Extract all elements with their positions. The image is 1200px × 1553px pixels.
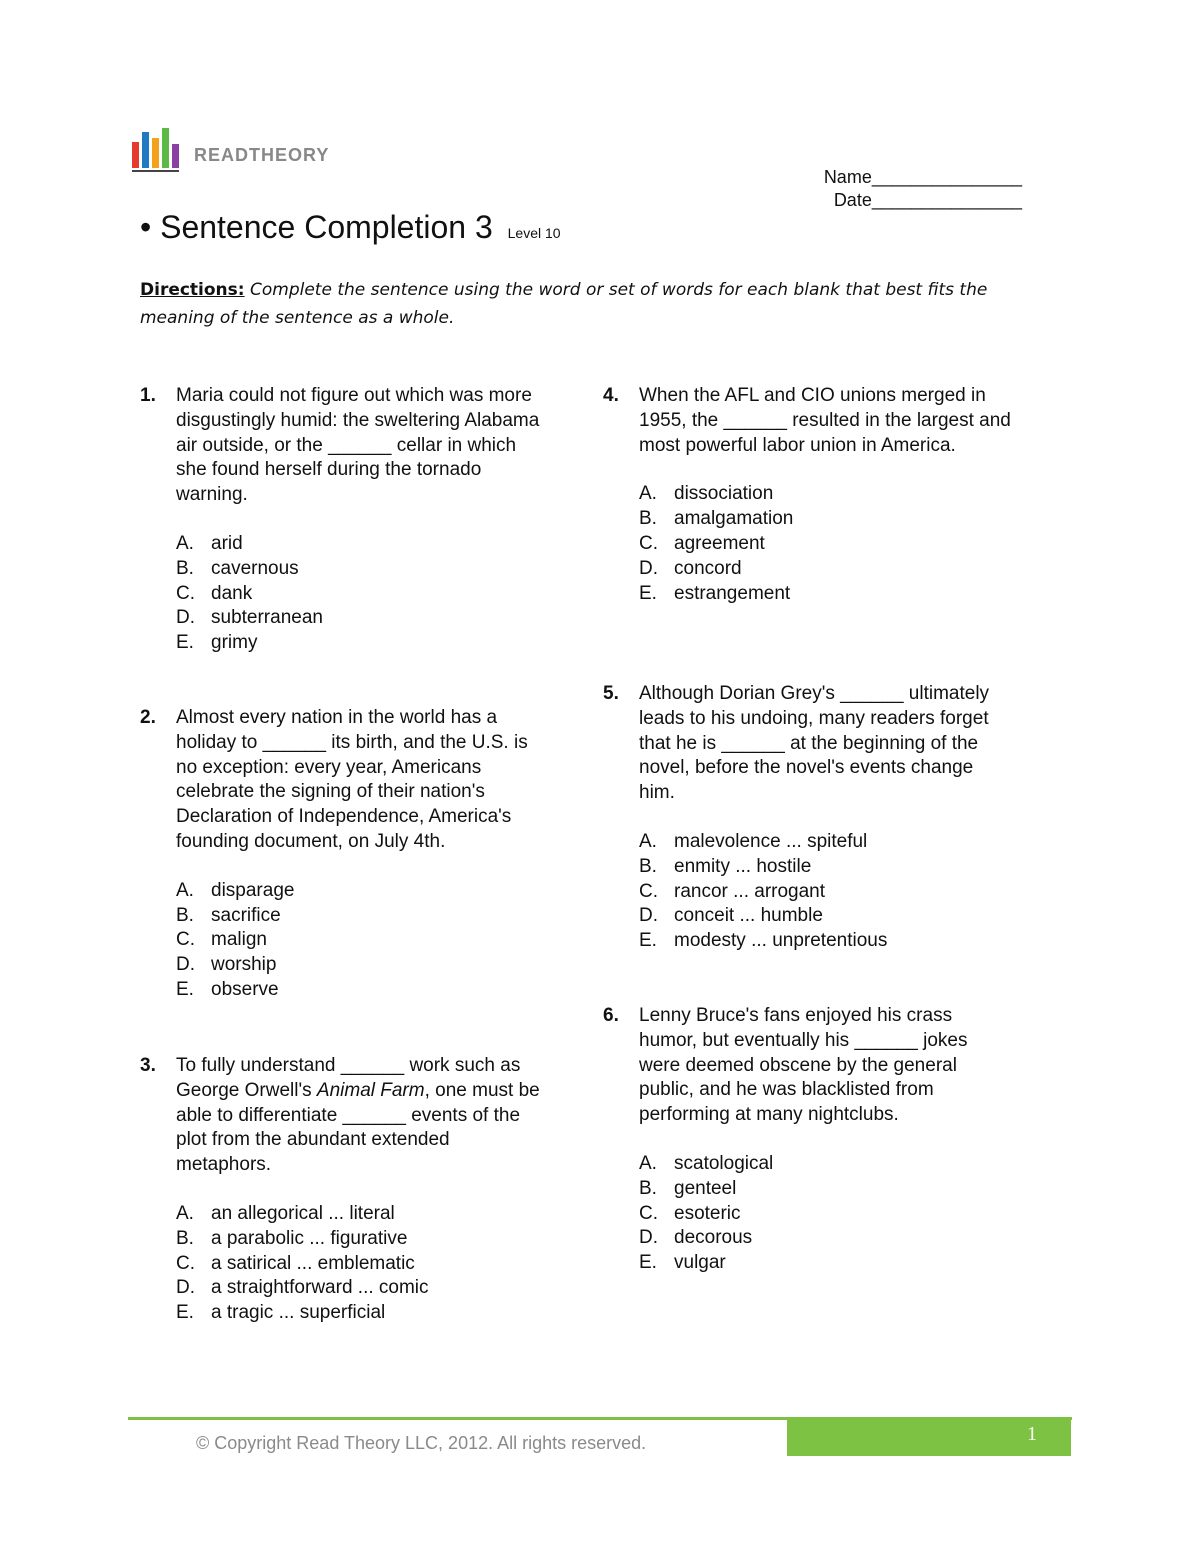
- option-letter: D.: [176, 1277, 195, 1299]
- book-title: Animal Farm: [316, 1079, 425, 1101]
- option-text: a straightforward ... comic: [211, 1277, 429, 1299]
- option-letter: E.: [176, 1302, 194, 1324]
- option-text: subterranean: [211, 607, 323, 629]
- option-d[interactable]: [639, 1226, 1003, 1251]
- option-text: scatological: [674, 1152, 774, 1174]
- option-text: genteel: [674, 1177, 737, 1199]
- question-1: [140, 384, 540, 656]
- question-number: 5.: [603, 683, 619, 704]
- option-text: grimy: [211, 632, 258, 654]
- option-letter: A.: [639, 1152, 657, 1174]
- option-b[interactable]: [639, 1177, 1003, 1202]
- option-text: malevolence ... spiteful: [674, 830, 868, 852]
- option-b[interactable]: [639, 507, 1033, 532]
- option-c[interactable]: [176, 582, 540, 607]
- readtheory-logo: [132, 124, 329, 168]
- option-a[interactable]: [176, 532, 540, 557]
- option-letter: A.: [176, 1202, 194, 1224]
- option-letter: D.: [639, 905, 658, 927]
- question-stem: Maria could not figure out which was more disgustingly humid: the sweltering Alabama air outside, or the ______ cellar in which she found herself during the tornado warning.: [176, 385, 540, 506]
- option-c[interactable]: [639, 1202, 1003, 1227]
- option-text: modesty ... unpretentious: [674, 930, 888, 952]
- option-letter: E.: [639, 1252, 657, 1274]
- option-c[interactable]: [639, 532, 1033, 557]
- question-2: [140, 706, 540, 1003]
- option-a[interactable]: [639, 1152, 1003, 1177]
- date-field[interactable]: Date_______________: [833, 190, 1022, 210]
- directions: [140, 276, 1040, 332]
- answer-options: [176, 879, 540, 1003]
- option-letter: C.: [639, 532, 658, 554]
- option-e[interactable]: [639, 582, 1033, 607]
- option-letter: A.: [639, 483, 657, 505]
- option-letter: C.: [176, 1252, 195, 1274]
- option-letter: C.: [639, 1202, 658, 1224]
- option-e[interactable]: [639, 1251, 1003, 1276]
- option-c[interactable]: [639, 880, 1003, 905]
- option-b[interactable]: [176, 904, 540, 929]
- option-text: a parabolic ... figurative: [211, 1227, 408, 1249]
- question-stem: Although Dorian Grey's ______ ultimately leads to his undoing, many readers forget that he is ______ at the beginning of the novel, before the novel's events change him.: [639, 683, 990, 804]
- answer-options: [176, 1202, 540, 1326]
- option-e[interactable]: [639, 929, 1003, 954]
- option-c[interactable]: [176, 1252, 540, 1277]
- logo-wordmark: [194, 145, 329, 166]
- option-letter: C.: [639, 880, 658, 902]
- option-letter: B.: [176, 904, 194, 926]
- option-text: agreement: [674, 532, 765, 554]
- page-number: 1: [1027, 1423, 1037, 1445]
- option-letter: D.: [176, 607, 195, 629]
- option-text: amalgamation: [674, 508, 794, 530]
- option-text: observe: [211, 978, 279, 1000]
- option-letter: B.: [639, 1177, 657, 1199]
- option-a[interactable]: [639, 830, 1003, 855]
- option-letter: C.: [176, 929, 195, 951]
- question-stem: Lenny Bruce's fans enjoyed his crass humor, but eventually his ______ jokes were deemed obscene by the general public, and he was blacklisted from performing at many nightclubs.: [639, 1005, 968, 1126]
- option-text: estrangement: [674, 582, 791, 604]
- page-title: [140, 207, 561, 253]
- option-c[interactable]: [176, 928, 540, 953]
- question-number: 2.: [140, 707, 156, 728]
- question-3: [140, 1054, 540, 1326]
- option-a[interactable]: [176, 879, 540, 904]
- option-letter: E.: [639, 582, 657, 604]
- option-b[interactable]: [639, 855, 1003, 880]
- option-e[interactable]: [176, 631, 540, 656]
- question-6: [603, 1004, 1003, 1276]
- footer-page-box: [787, 1420, 1071, 1456]
- answer-options: [639, 830, 1003, 954]
- option-text: cavernous: [211, 557, 299, 579]
- option-letter: A.: [176, 532, 194, 554]
- question-4: [603, 384, 1033, 606]
- name-field[interactable]: Name_______________: [823, 167, 1022, 187]
- option-d[interactable]: [639, 904, 1003, 929]
- question-stem: [176, 1054, 540, 1178]
- option-letter: C.: [176, 582, 195, 604]
- option-d[interactable]: [176, 1276, 540, 1301]
- option-e[interactable]: [176, 1301, 540, 1326]
- stem-part: , one must be able to differentiate ______ events of the plot from the abundant extended metaphors.: [176, 1079, 540, 1176]
- answer-options: [639, 482, 1033, 606]
- option-text: concord: [674, 557, 742, 579]
- option-text: rancor ... arrogant: [674, 880, 826, 902]
- option-text: esoteric: [674, 1202, 741, 1224]
- directions-text: Complete the sentence using the word or set of words for each blank that best fits the meaning of the sentence as a whole.: [140, 280, 988, 328]
- logo-theory: THEORY: [249, 145, 330, 165]
- option-text: conceit ... humble: [674, 905, 823, 927]
- option-text: disparage: [211, 879, 295, 901]
- option-letter: B.: [176, 1227, 194, 1249]
- title-level: Level 10: [507, 225, 561, 241]
- question-stem: Almost every nation in the world has a holiday to ______ its birth, and the U.S. is no exception: every year, Americans celebrate the signing of their nation's Declaration of Independence, America's founding document, on July 4th.: [176, 707, 528, 852]
- option-letter: D.: [639, 1227, 658, 1249]
- directions-label: Directions:: [140, 280, 245, 300]
- option-a[interactable]: [639, 482, 1033, 507]
- option-b[interactable]: [176, 1227, 540, 1252]
- option-text: a satirical ... emblematic: [211, 1252, 415, 1274]
- question-stem: When the AFL and CIO unions merged in 1955, the ______ resulted in the largest and most powerful labor union in America.: [639, 385, 1011, 456]
- option-text: a tragic ... superficial: [211, 1302, 386, 1324]
- option-letter: E.: [176, 978, 194, 1000]
- option-letter: E.: [639, 930, 657, 952]
- footer-copyright: © Copyright Read Theory LLC, 2012. All rights reserved.: [196, 1433, 647, 1453]
- option-text: enmity ... hostile: [674, 855, 812, 877]
- title-bullet: •: [140, 209, 152, 245]
- option-text: arid: [211, 532, 243, 554]
- option-a[interactable]: [176, 1202, 540, 1227]
- option-letter: E.: [176, 632, 194, 654]
- option-letter: A.: [176, 879, 194, 901]
- option-letter: A.: [639, 830, 657, 852]
- option-e[interactable]: [176, 978, 540, 1003]
- question-number: 4.: [603, 385, 619, 406]
- option-d[interactable]: [176, 953, 540, 978]
- option-text: decorous: [674, 1227, 753, 1249]
- option-letter: B.: [639, 508, 657, 530]
- option-text: worship: [211, 954, 277, 976]
- logo-read: READ: [194, 145, 250, 165]
- option-text: vulgar: [674, 1252, 726, 1274]
- option-d[interactable]: [176, 606, 540, 631]
- option-text: an allegorical ... literal: [211, 1202, 395, 1224]
- question-5: [603, 682, 1003, 954]
- title-text: Sentence Completion 3: [160, 209, 493, 245]
- option-letter: B.: [639, 855, 657, 877]
- option-text: malign: [211, 929, 267, 951]
- stem-part: To fully understand ______ work such as George Orwell's: [176, 1055, 521, 1101]
- question-number: 3.: [140, 1055, 156, 1076]
- name-date-block: [824, 166, 1022, 212]
- option-letter: B.: [176, 557, 194, 579]
- option-text: dissociation: [674, 483, 774, 505]
- question-number: 1.: [140, 385, 156, 406]
- answer-options: [176, 532, 540, 656]
- books-logo-icon: [132, 124, 182, 168]
- option-letter: D.: [639, 557, 658, 579]
- option-letter: D.: [176, 954, 195, 976]
- option-b[interactable]: [176, 557, 540, 582]
- question-number: 6.: [603, 1005, 619, 1026]
- option-text: sacrifice: [211, 904, 281, 926]
- option-text: dank: [211, 582, 253, 604]
- answer-options: [639, 1152, 1003, 1276]
- option-d[interactable]: [639, 557, 1033, 582]
